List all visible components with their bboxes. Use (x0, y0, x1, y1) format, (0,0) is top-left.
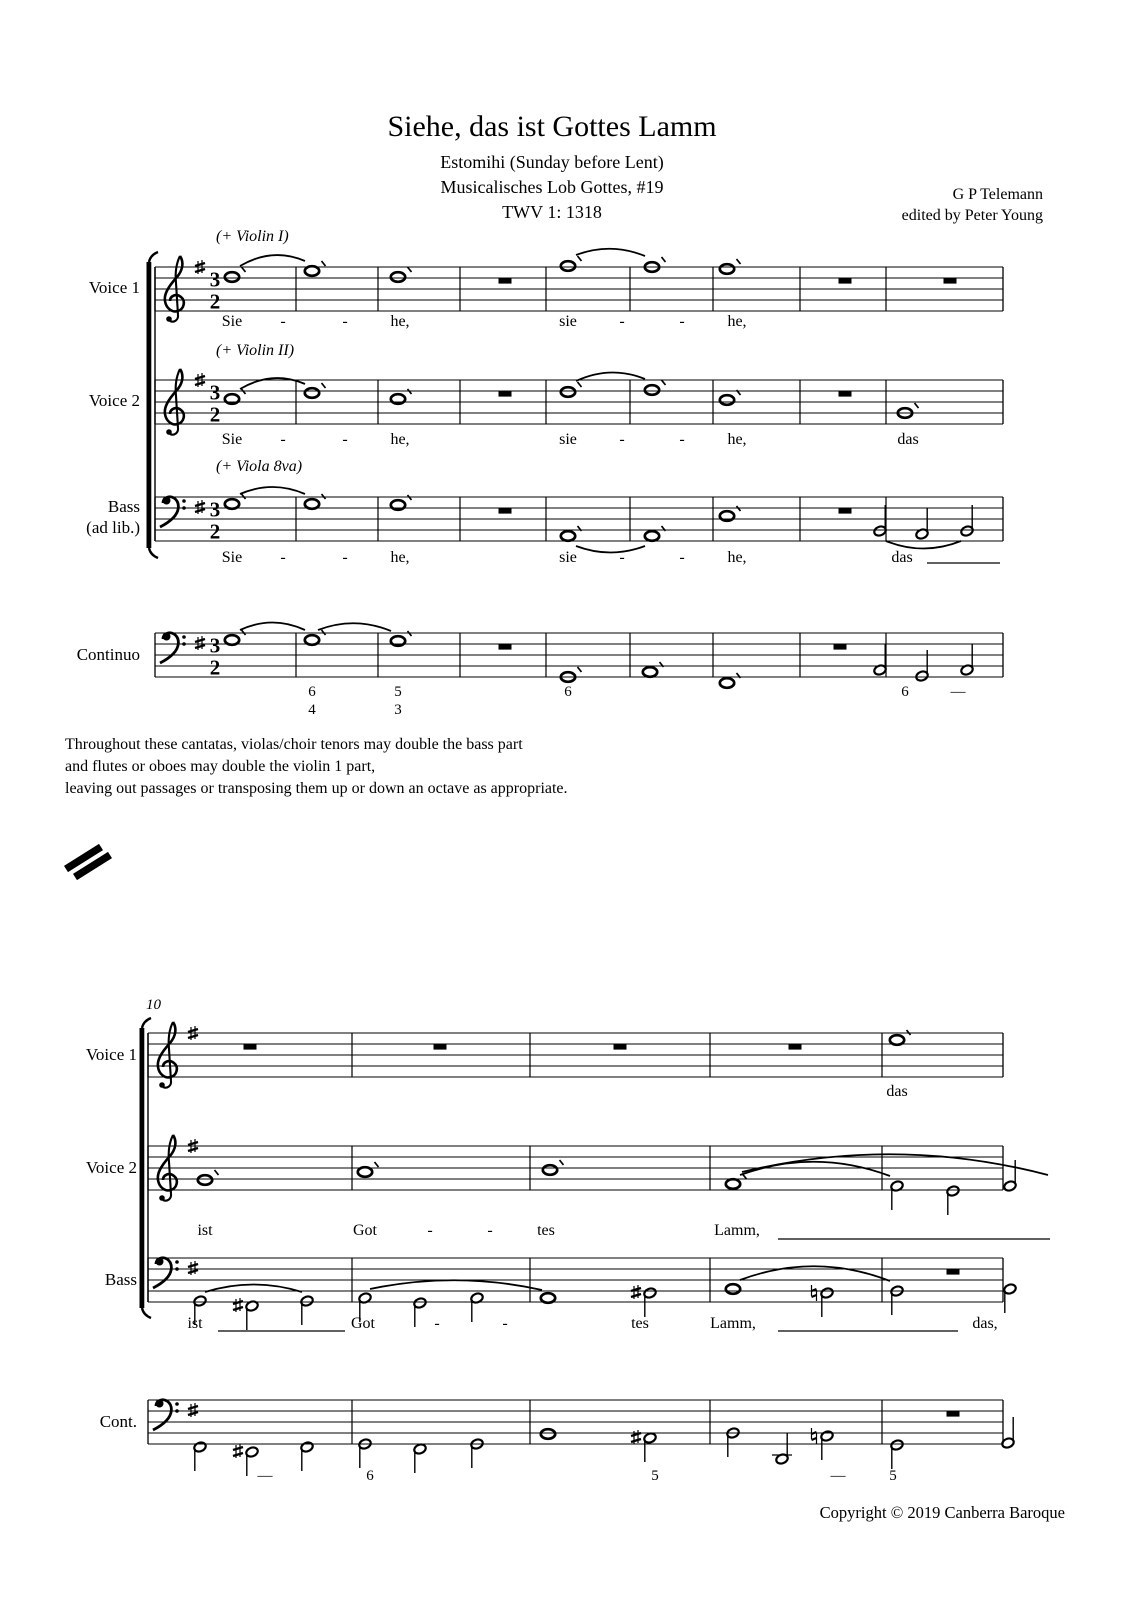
lyric-syllable: sie (559, 549, 577, 566)
duration-dot-tick (322, 383, 326, 388)
lyric-syllable: tes (631, 1315, 649, 1332)
bass-clef-icon (163, 633, 171, 641)
time-signature: 3 (209, 380, 221, 405)
lyric-syllable: ist (197, 1222, 213, 1239)
whole-rest (434, 1044, 447, 1049)
lyric-hyphen: - (679, 549, 685, 566)
natural-icon (812, 1428, 817, 1444)
whole-rest (947, 1411, 960, 1416)
whole-rest (839, 278, 852, 283)
staff-label-bass-adlib: (ad lib.) (86, 518, 140, 537)
whole-rest (614, 1044, 627, 1049)
duration-dot-tick (578, 256, 582, 261)
figured-bass-dash: — (830, 1468, 846, 1484)
lyric-syllable: he, (727, 313, 747, 330)
editor-credit: edited by Peter Young (901, 207, 1043, 224)
lyric-hyphen: - (679, 431, 685, 448)
treble-clef-icon (166, 429, 172, 435)
lyric-hyphen: - (280, 431, 286, 448)
lyric-syllable: Sie (221, 431, 243, 448)
whole-rest (499, 644, 512, 649)
composer-credit: G P Telemann (952, 186, 1043, 203)
slur (318, 623, 391, 631)
bass-clef-icon (175, 1267, 179, 1271)
bass-clef-icon (182, 642, 186, 646)
performance-note-line1: Throughout these cantatas, violas/choir tenors may double the bass part (65, 736, 523, 753)
lyric-hyphen: - (434, 1315, 440, 1332)
whole-rest (947, 1269, 960, 1274)
system-bracket (147, 262, 152, 548)
staff-label-voice2: Voice 2 (85, 1158, 137, 1177)
lyric-syllable: tes (537, 1222, 555, 1239)
lyric-hyphen: - (619, 431, 625, 448)
treble-clef-icon (159, 1082, 165, 1088)
treble-clef-icon (165, 256, 184, 311)
bass-clef-icon (182, 499, 186, 503)
lyric-syllable: Sie (221, 549, 243, 566)
bass-clef-icon (175, 1260, 179, 1264)
lyric-syllable: das, (972, 1315, 998, 1332)
dotted-whole-note (890, 1035, 904, 1045)
lyric-syllable: Sie (221, 313, 243, 330)
lyric-hyphen: - (619, 549, 625, 566)
dotted-whole-note (561, 261, 575, 271)
dotted-whole-note (643, 667, 657, 677)
staff-label-bass: Bass (107, 497, 140, 516)
duration-dot-tick (737, 259, 741, 264)
whole-rest (839, 508, 852, 513)
duration-dot-tick (560, 1160, 564, 1165)
figured-bass: 3 (394, 702, 402, 718)
dotted-whole-note (543, 1165, 557, 1175)
dotted-whole-note (726, 1179, 740, 1189)
dotted-whole-note (391, 272, 405, 282)
system-bracket (142, 1018, 151, 1028)
whole-rest (244, 1044, 257, 1049)
duration-dot-tick (915, 403, 919, 408)
whole-rest (834, 644, 847, 649)
dotted-whole-note (561, 531, 575, 541)
staff-label-voice1: Voice 1 (85, 1045, 137, 1064)
staff-label-continuo: Cont. (99, 1412, 137, 1431)
dotted-whole-note (645, 385, 659, 395)
lyric-syllable: he, (390, 431, 410, 448)
duration-dot-tick (662, 257, 666, 262)
performance-note-line3: leaving out passages or transposing them up or down an octave as appropriate. (65, 780, 568, 797)
natural-icon (812, 1285, 817, 1301)
annotation-viola: (+ Viola 8va) (216, 458, 303, 475)
time-signature: 3 (209, 267, 221, 292)
system-bracket (149, 252, 158, 262)
dotted-whole-note (305, 388, 319, 398)
natural-icon (812, 1432, 817, 1440)
slur (240, 255, 305, 266)
slur (576, 249, 645, 256)
whole-rest (839, 391, 852, 396)
lyric-hyphen: - (427, 1222, 433, 1239)
lyric-syllable: das (891, 549, 913, 566)
copyright-notice: Copyright © 2019 Canberra Baroque (819, 1503, 1065, 1522)
time-signature: 2 (209, 402, 221, 427)
dotted-whole-note (225, 499, 239, 509)
dotted-whole-note (358, 1167, 372, 1177)
bass-clef-icon (182, 635, 186, 639)
subtitle-occasion: Estomihi (Sunday before Lent) (440, 152, 664, 172)
lyric-hyphen: - (502, 1315, 508, 1332)
lyric-syllable: Got (351, 1315, 375, 1332)
slur (576, 546, 645, 553)
slur (240, 623, 305, 631)
lyric-hyphen: - (342, 313, 348, 330)
whole-note (541, 1429, 555, 1439)
duration-dot-tick (408, 267, 412, 272)
figured-bass: 6 (308, 684, 316, 700)
lyric-hyphen: - (487, 1222, 493, 1239)
treble-clef-icon (166, 316, 172, 322)
lyric-syllable: sie (559, 313, 577, 330)
staff-label-voice2: Voice 2 (88, 391, 140, 410)
lyric-syllable: he, (390, 549, 410, 566)
lyric-syllable: Got (353, 1222, 377, 1239)
dotted-whole-note (225, 272, 239, 282)
time-signature: 3 (209, 633, 221, 658)
dotted-whole-note (225, 635, 239, 645)
annotation-violin2: (+ Violin II) (216, 342, 295, 359)
lyric-syllable: he, (390, 313, 410, 330)
dotted-whole-note (720, 395, 734, 405)
lyric-hyphen: - (280, 549, 286, 566)
duration-dot-tick (578, 667, 582, 672)
lyric-hyphen: - (280, 313, 286, 330)
slur (370, 1280, 542, 1290)
figured-bass: 5 (394, 684, 402, 700)
lyric-hyphen: - (342, 431, 348, 448)
system-bracket (140, 1028, 145, 1308)
lyric-hyphen: - (679, 313, 685, 330)
natural-icon (812, 1289, 817, 1297)
staff-label-voice1: Voice 1 (88, 278, 140, 297)
dotted-whole-note (305, 499, 319, 509)
whole-rest (499, 508, 512, 513)
figured-bass: 6 (901, 684, 909, 700)
slur (240, 487, 305, 494)
dotted-whole-note (720, 678, 734, 688)
system-bracket (142, 1308, 151, 1318)
lyric-syllable: sie (559, 431, 577, 448)
time-signature: 3 (209, 497, 221, 522)
lyric-hyphen: - (619, 313, 625, 330)
figured-bass-dash: — (257, 1468, 273, 1484)
dotted-whole-note (305, 635, 319, 645)
figured-bass-dash: — (950, 684, 966, 700)
page-title: Siehe, das ist Gottes Lamm (387, 110, 717, 143)
performance-note-line2: and flutes or oboes may double the violin 1 part, (65, 758, 376, 775)
treble-clef-icon (165, 369, 184, 424)
dotted-whole-note (720, 264, 734, 274)
system-bracket (149, 548, 158, 558)
lyric-syllable: he, (727, 431, 747, 448)
duration-dot-tick (242, 267, 246, 272)
time-signature: 2 (209, 289, 221, 314)
treble-clef-icon (158, 1135, 177, 1190)
measure-number: 10 (146, 997, 161, 1013)
whole-note (726, 1284, 740, 1294)
whole-rest (499, 278, 512, 283)
time-signature: 2 (209, 655, 221, 680)
sharp-icon (233, 1447, 243, 1456)
sharp-icon (631, 1433, 641, 1442)
treble-clef-icon (158, 1022, 177, 1077)
slur (740, 1162, 890, 1176)
duration-dot-tick (662, 380, 666, 385)
figured-bass: 5 (889, 1468, 897, 1484)
staff-label-bass: Bass (104, 1270, 137, 1289)
whole-rest (499, 391, 512, 396)
dotted-whole-note (645, 531, 659, 541)
lyric-syllable: ist (187, 1315, 203, 1332)
slur (886, 541, 961, 549)
duration-dot-tick (375, 1162, 379, 1167)
bass-clef-icon (156, 1258, 164, 1266)
bass-clef-icon (175, 1402, 179, 1406)
duration-dot-tick (322, 261, 326, 266)
figured-bass: 5 (651, 1468, 659, 1484)
time-signature: 2 (209, 519, 221, 544)
staff-label-continuo: Continuo (76, 645, 140, 664)
sharp-icon (233, 1301, 243, 1310)
lyric-syllable: das (886, 1083, 908, 1100)
whole-rest (944, 278, 957, 283)
subtitle-catalog: TWV 1: 1318 (502, 202, 602, 222)
lyric-syllable: he, (727, 549, 747, 566)
lyric-hyphen: - (342, 549, 348, 566)
dotted-whole-note (305, 266, 319, 276)
whole-note (541, 1293, 555, 1303)
subtitle-collection: Musicalisches Lob Gottes, #19 (440, 177, 664, 197)
lyric-syllable: Lamm, (710, 1315, 756, 1332)
figured-bass: 4 (308, 702, 316, 718)
dotted-whole-note (198, 1175, 212, 1185)
bass-clef-icon (175, 1409, 179, 1413)
whole-rest (789, 1044, 802, 1049)
bass-clef-icon (182, 506, 186, 510)
figured-bass: 6 (564, 684, 572, 700)
annotation-violin1: (+ Violin I) (216, 228, 289, 245)
figured-bass: 6 (366, 1468, 374, 1484)
duration-dot-tick (578, 382, 582, 387)
duration-dot-tick (215, 1170, 219, 1175)
lyric-syllable: Lamm, (714, 1222, 760, 1239)
dotted-whole-note (561, 387, 575, 397)
lyric-syllable: das (897, 431, 919, 448)
bass-clef-icon (156, 1400, 164, 1408)
sharp-icon (631, 1288, 641, 1297)
treble-clef-icon (159, 1195, 165, 1201)
bass-clef-icon (163, 497, 171, 505)
